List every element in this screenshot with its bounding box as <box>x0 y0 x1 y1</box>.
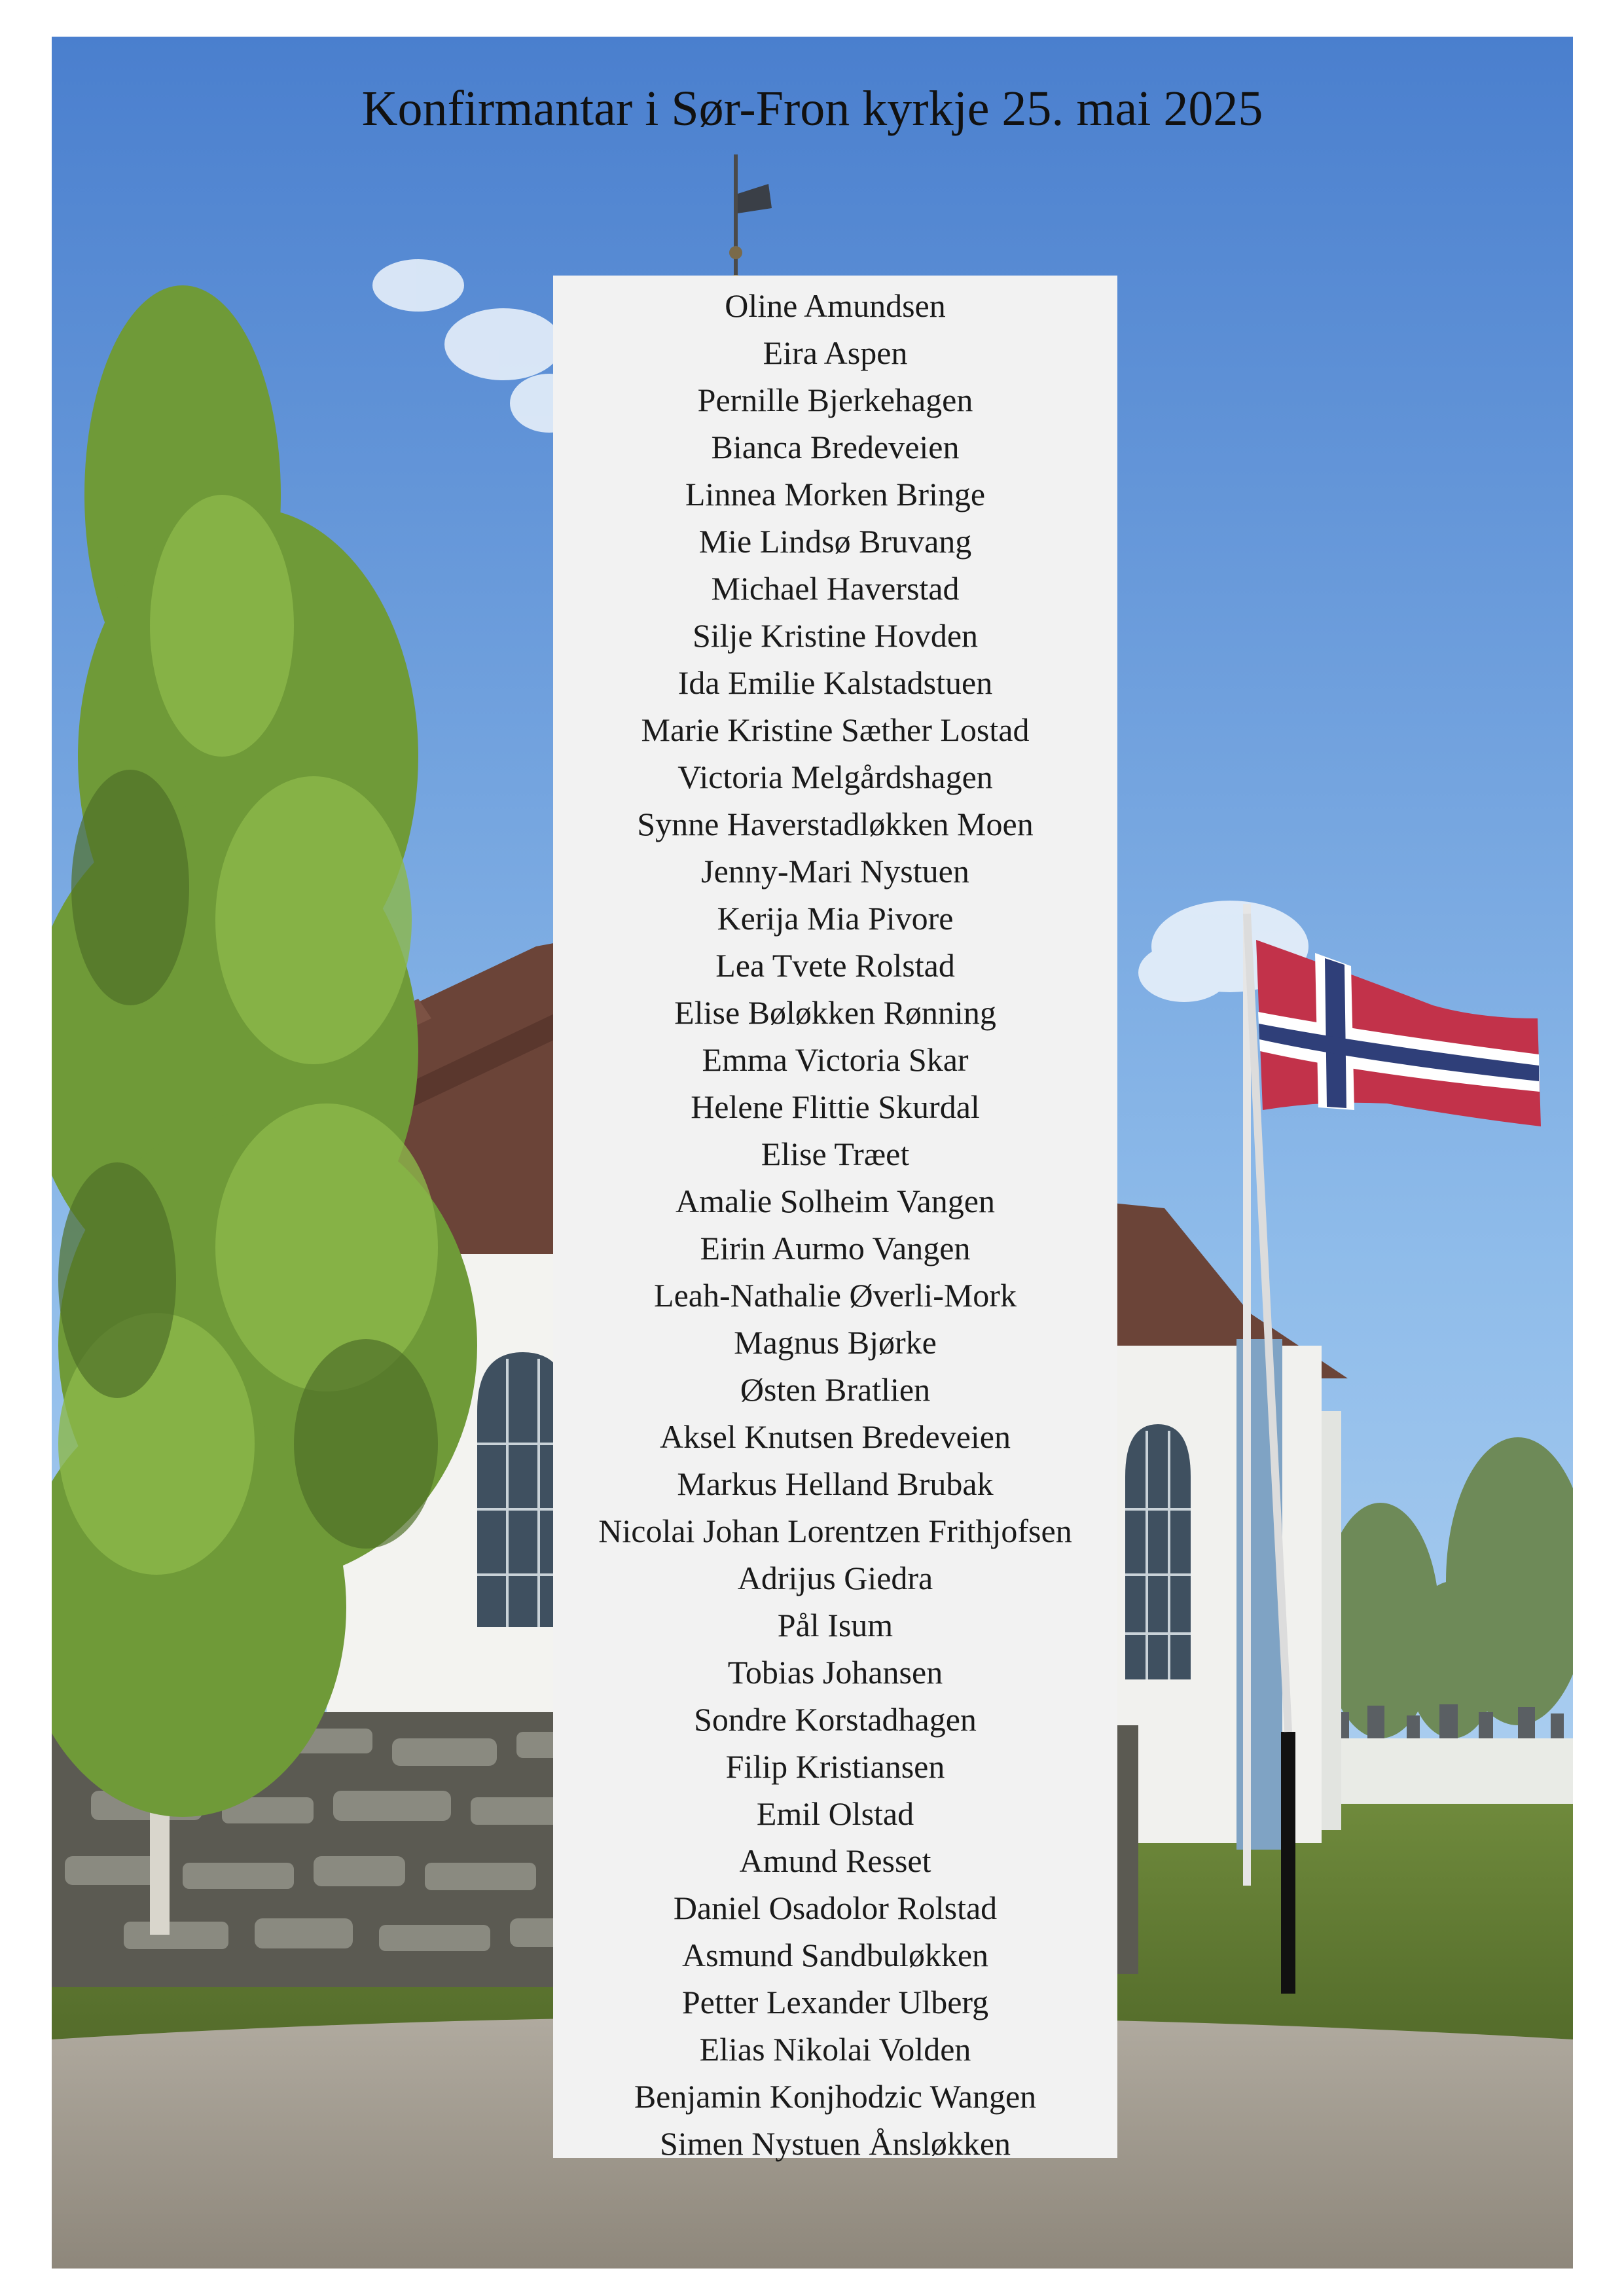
list-item: Magnus Bjørke <box>734 1324 937 1361</box>
gravestones <box>1335 1704 1564 1738</box>
list-item: Nicolai Johan Lorentzen Frithjofsen <box>598 1513 1072 1549</box>
list-item: Michael Haverstad <box>711 570 960 607</box>
list-item: Sondre Korstadhagen <box>694 1701 977 1738</box>
list-item: Victoria Melgårdshagen <box>677 759 993 795</box>
list-item: Amalie Solheim Vangen <box>676 1183 995 1219</box>
list-item: Mie Lindsø Bruvang <box>698 523 972 560</box>
list-item: Asmund Sandbuløkken <box>681 1937 989 1973</box>
list-item: Silje Kristine Hovden <box>692 617 979 654</box>
list-item: Filip Kristiansen <box>725 1748 945 1785</box>
list-item: Tobias Johansen <box>727 1654 943 1691</box>
list-item: Bianca Bredeveien <box>711 429 960 465</box>
list-item: Elise Træet <box>761 1136 910 1172</box>
list-item: Petter Lexander Ulberg <box>681 1984 989 2020</box>
list-item: Kerija Mia Pivore <box>717 900 954 937</box>
confirmand-list <box>553 282 1117 2167</box>
list-item: Ida Emilie Kalstadstuen <box>677 664 993 701</box>
list-item: Elias Nikolai Volden <box>699 2031 971 2068</box>
list-item: Østen Bratlien <box>740 1371 931 1408</box>
list-item: Pernille Bjerkehagen <box>697 382 973 418</box>
list-item: Jenny-Mari Nystuen <box>701 853 969 889</box>
list-item: Lea Tvete Rolstad <box>715 947 955 984</box>
list-item: Leah-Nathalie Øverli-Mork <box>654 1277 1017 1314</box>
list-item: Pål Isum <box>777 1607 893 1643</box>
list-item: Amund Resset <box>739 1842 931 1879</box>
list-item: Emil Olstad <box>756 1795 914 1832</box>
names-panel <box>553 276 1117 2162</box>
list-item: Eira Aspen <box>763 334 908 371</box>
list-item: Emma Victoria Skar <box>702 1041 969 1078</box>
list-item: Benjamin Konjhodzic Wangen <box>634 2078 1037 2115</box>
list-item: Eirin Aurmo Vangen <box>700 1230 971 1266</box>
list-item: Linnea Morken Bringe <box>685 476 986 512</box>
list-item: Markus Helland Brubak <box>677 1465 994 1502</box>
list-item: Elise Bøløkken Rønning <box>674 994 996 1031</box>
page-title: Konfirmantar i Sør-Fron kyrkje 25. mai 2025 <box>361 81 1263 136</box>
list-item: Daniel Osadolor Rolstad <box>673 1890 998 1926</box>
list-item: Marie Kristine Sæther Lostad <box>641 711 1030 748</box>
list-item: Simen Nystuen Ånsløkken <box>659 2125 1011 2162</box>
church-window-right <box>1125 1424 1191 1679</box>
list-item: Helene Flittie Skurdal <box>691 1088 980 1125</box>
list-item: Aksel Knutsen Bredeveien <box>660 1418 1011 1455</box>
list-item: Adrijus Giedra <box>737 1560 933 1596</box>
list-item: Synne Haverstadløkken Moen <box>637 806 1034 842</box>
list-item: Oline Amundsen <box>725 287 946 324</box>
